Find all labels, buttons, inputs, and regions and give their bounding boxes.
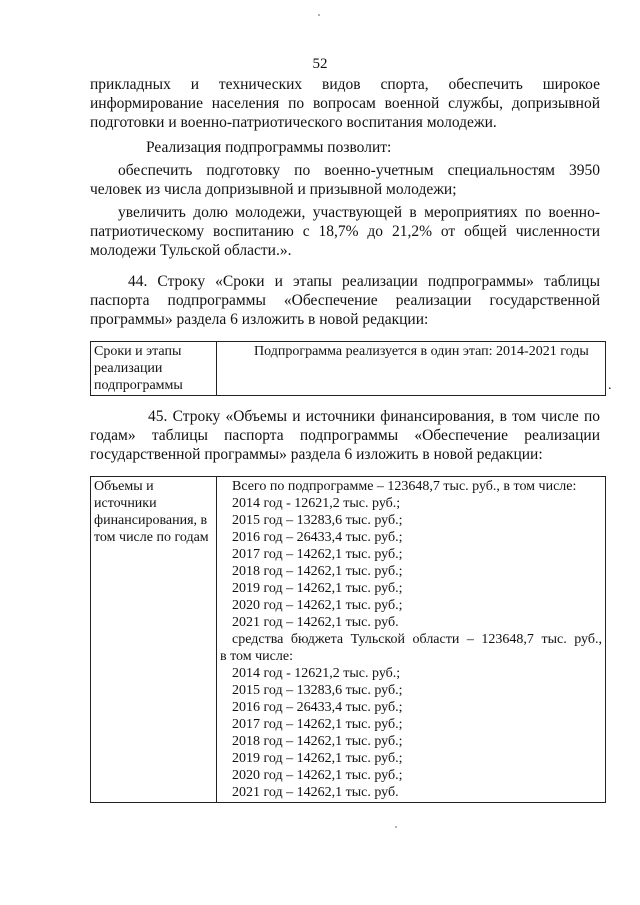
funding-table [90,476,606,803]
funding-total: Всего по подпрограмме – 123648,7 тыс. руб., в том числе: [232,479,577,494]
allows-paragraph [90,138,600,157]
funding-year-line: 2016 год – 26433,4 тыс. руб.; [232,530,403,545]
budget-year-line: 2017 год – 14262,1 тыс. руб.; [232,717,403,732]
intro-line: прикладных и технических видов спорта, обеспечить широкое [90,76,600,93]
funding-label-cell [91,477,217,803]
terms-value-cell [217,342,606,396]
budget-year-line: 2020 год – 14262,1 тыс. руб.; [232,768,403,783]
goal1-paragraph [90,161,600,199]
funding-year-line: 2018 год – 14262,1 тыс. руб.; [232,564,403,579]
budget-year-line: 2014 год - 12621,2 тыс. руб.; [232,666,401,681]
allows-line: Реализация подпрограммы позволит: [146,139,392,156]
table-row [91,477,606,803]
intro-line: информирование населения по вопросам военной службы, допризывной [90,95,600,112]
funding-year-line: 2020 год – 14262,1 тыс. руб.; [232,598,403,613]
item45-line: 45. Строку «Объемы и источники финансирования, в том числе по [148,408,600,425]
budget-year-line: 2021 год – 14262,1 тыс. руб. [232,785,399,800]
funding-label-line: том числе по годам [94,530,209,545]
funding-value-cell [217,477,606,803]
terms-label-line: Сроки и этапы [94,344,182,359]
item44-paragraph [90,272,600,329]
funding-year-line: 2019 год – 14262,1 тыс. руб.; [232,581,403,596]
item44-line: паспорта подпрограммы «Обеспечение реализации государственной [90,292,600,309]
terms-label-line: реализации [94,361,163,376]
funding-year-line: 2015 год – 13283,6 тыс. руб.; [232,513,403,528]
funding-label-line: финансирования, в [94,513,208,528]
budget-year-line: 2019 год – 14262,1 тыс. руб.; [232,751,403,766]
budget-year-line: 2016 год – 26433,4 тыс. руб.; [232,700,403,715]
budget-line: в том числе: [220,649,293,664]
intro-line: подготовки и военно-патриотического воспитания молодежи. [90,114,497,131]
page-number: 52 [312,56,328,72]
goal2-paragraph [90,203,600,260]
terms-label-line: подпрограммы [94,378,183,393]
intro-paragraph [90,75,600,132]
table-row [91,342,606,396]
funding-year-line: 2021 год – 14262,1 тыс. руб. [232,615,399,630]
goal2-line: увеличить долю молодежи, участвующей в мероприятиях по военно- [118,204,600,221]
scan-speck [395,826,397,828]
funding-label-line: источники [94,496,157,511]
goal1-line: обеспечить подготовку по военно-учетным специальностям 3950 [118,162,600,179]
terms-label-cell [91,342,217,396]
budget-year-line: 2018 год – 14262,1 тыс. руб.; [232,734,403,749]
goal2-line: патриотическому воспитанию с 18,7% до 21,2% от общей численности [90,223,600,240]
item45-paragraph [90,407,600,464]
item44-line: 44. Строку «Сроки и этапы реализации подпрограммы» таблицы [128,273,600,290]
funding-year-line: 2017 год – 14262,1 тыс. руб.; [232,547,403,562]
item44-line: программы» раздела 6 изложить в новой редакции: [90,311,429,328]
item45-line: годам» таблицы паспорта подпрограммы «Обеспечение реализации [90,427,600,444]
table-trailing-dot: . [608,378,612,393]
budget-line: средства бюджета Тульской области – 123648,7 тыс. руб., [232,632,602,647]
terms-value: Подпрограмма реализуется в один этап: 2014-2021 годы [254,344,589,359]
budget-year-line: 2015 год – 13283,6 тыс. руб.; [232,683,403,698]
scan-speck [318,14,320,16]
goal2-line: молодежи Тульской области.». [90,242,292,259]
item45-line: государственной программы» раздела 6 изложить в новой редакции: [90,446,543,463]
funding-year-line: 2014 год - 12621,2 тыс. руб.; [232,496,401,511]
terms-table [90,341,606,396]
funding-label-line: Объемы и [94,479,154,494]
goal1-line: человек из числа допризывной и призывной молодежи; [90,181,457,198]
